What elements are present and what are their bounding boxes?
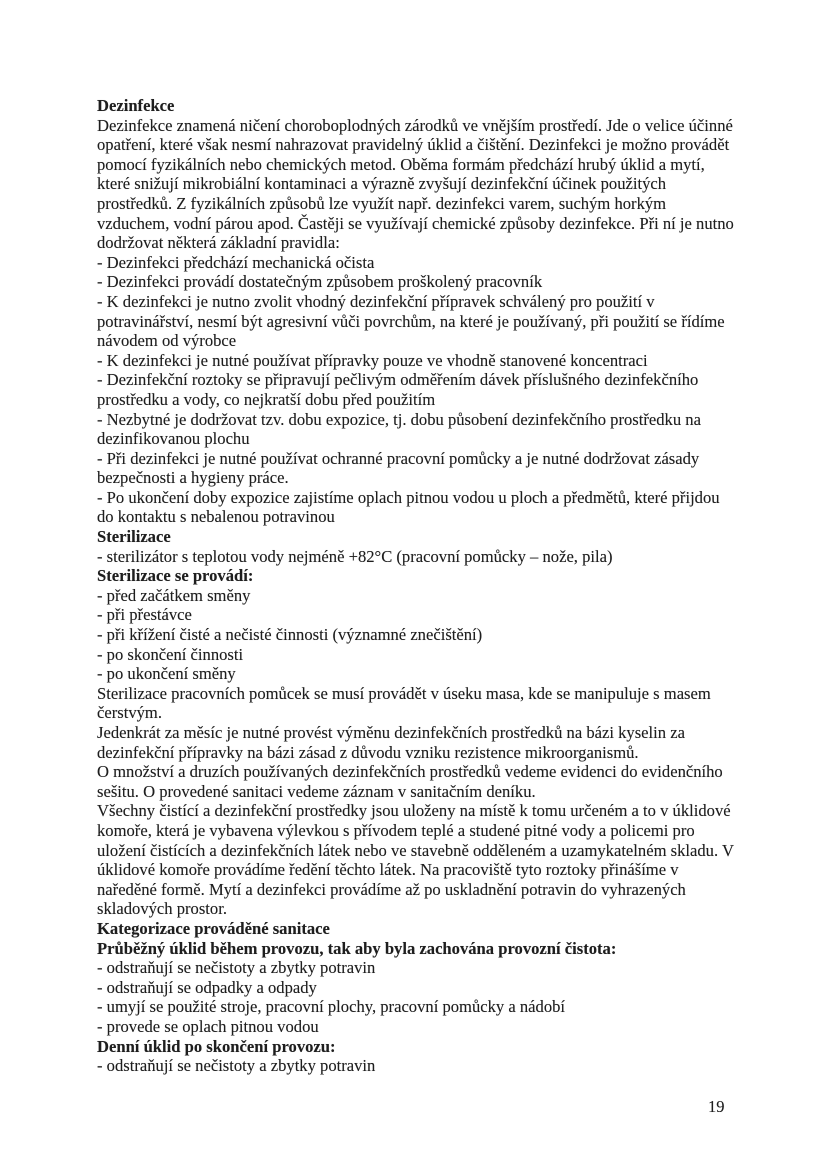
bullet-item: - provede se oplach pitnou vodou	[97, 1016, 319, 1036]
bullet-item: - umyjí se použité stroje, pracovní plochy, pracovní pomůcky a nádobí	[97, 997, 566, 1017]
paragraph: Sterilizace pracovních pomůcek se musí provádět v úseku masa, kde se manipuluje s masem čerstvým.	[97, 683, 711, 723]
bullet-item: - sterilizátor s teplotou vody nejméně +82°C (pracovní pomůcky – nože, pila)	[97, 546, 613, 566]
section-heading: Sterilizace se provádí:	[97, 566, 254, 586]
bullet-item: - při přestávce	[97, 605, 192, 625]
bullet-item: - odstraňují se nečistoty a zbytky potravin	[97, 1056, 376, 1076]
section-heading: Sterilizace	[97, 527, 171, 547]
paragraph: Dezinfekce znamená ničení choroboplodných zárodků ve vnějším prostředí. Jde o velice účinné opatření, které však nesmí nahrazovat pravidelný úklid a čištění. Dezinfekci je možno provádět pomocí fyzikálních nebo chemických metod. Oběma formám předchází hrubý úklid a mytí, které snižují mikrobiální kontaminaci a výrazně zvyšují dezinfekční účinek použitých prostředků. Z fyzikálních způsobů lze využít např. dezinfekci varem, suchým horkým vzduchem, vodní párou apod. Častěji se využívají chemické způsoby dezinfekce. Při ní je nutno dodržovat některá základní pravidla:	[97, 115, 734, 253]
bullet-item: - K dezinfekci je nutno zvolit vhodný dezinfekční přípravek schválený pro použití v potravinářství, nesmí být agresivní vůči povrchům, na které je používaný, při použití se řídíme návodem od výrobce	[97, 291, 725, 351]
section-heading: Denní úklid po skončení provozu:	[97, 1036, 336, 1056]
bullet-item: - před začátkem směny	[97, 585, 251, 605]
bullet-item: - Dezinfekci provádí dostatečným způsobem proškolený pracovník	[97, 272, 543, 292]
paragraph: Všechny čistící a dezinfekční prostředky jsou uloženy na místě k tomu určeném a to v úklidové komoře, která je vybavena výlevkou s přívodem teplé a studené pitné vody a policemi pro uložení čistících a dezinfekčních látek nebo ve stavebně odděleném a uzamykatelném skladu. V úklidové komoře provádíme ředění těchto látek. Na pracoviště tyto roztoky přinášíme v naředěné formě. Mytí a dezinfekci provádíme až po uskladnění potravin do vyhrazených skladových prostor.	[97, 801, 734, 919]
bullet-item: - při křížení čisté a nečisté činnosti (významné znečištění)	[97, 625, 483, 645]
bullet-item: - odstraňují se odpadky a odpady	[97, 977, 317, 997]
bullet-item: - po skončení činnosti	[97, 644, 244, 664]
section-heading: Kategorizace prováděné sanitace	[97, 918, 330, 938]
bullet-item: - Dezinfekci předchází mechanická očista	[97, 252, 375, 272]
bullet-item: - Dezinfekční roztoky se připravují pečlivým odměřením dávek příslušného dezinfekčního prostředku a vody, co nejkratší dobu před použitím	[97, 370, 699, 409]
bullet-item: - odstraňují se nečistoty a zbytky potravin	[97, 958, 376, 978]
paragraph: O množství a druzích používaných dezinfekčních prostředků vedeme evidenci do evidenčního sešitu. O provedené sanitaci vedeme záznam v sanitačním deníku.	[97, 762, 723, 801]
paragraph: Jedenkrát za měsíc je nutné provést výměnu dezinfekčních prostředků na bázi kyselin za dezinfekční přípravky na bázi zásad z důvodu vzniku rezistence mikroorganismů.	[97, 723, 685, 762]
section-heading: Průběžný úklid během provozu, tak aby byla zachována provozní čistota:	[97, 938, 617, 958]
bullet-item: - K dezinfekci je nutné používat přípravky pouze ve vhodně stanovené koncentraci	[97, 350, 648, 370]
bullet-item: - po ukončení směny	[97, 664, 236, 684]
document-body	[97, 96, 740, 1076]
bullet-item: - Po ukončení doby expozice zajistíme oplach pitnou vodou u ploch a předmětů, které přijdou do kontaktu s nebalenou potravinou	[97, 487, 720, 527]
section-heading: Dezinfekce	[97, 96, 175, 115]
bullet-item: - Nezbytné je dodržovat tzv. dobu expozice, tj. dobu působení dezinfekčního prostředku na dezinfikovanou plochu	[97, 409, 701, 449]
page-number: 19	[708, 1097, 725, 1116]
bullet-item: - Při dezinfekci je nutné používat ochranné pracovní pomůcky a je nutné dodržovat zásady bezpečnosti a hygieny práce.	[97, 448, 700, 488]
